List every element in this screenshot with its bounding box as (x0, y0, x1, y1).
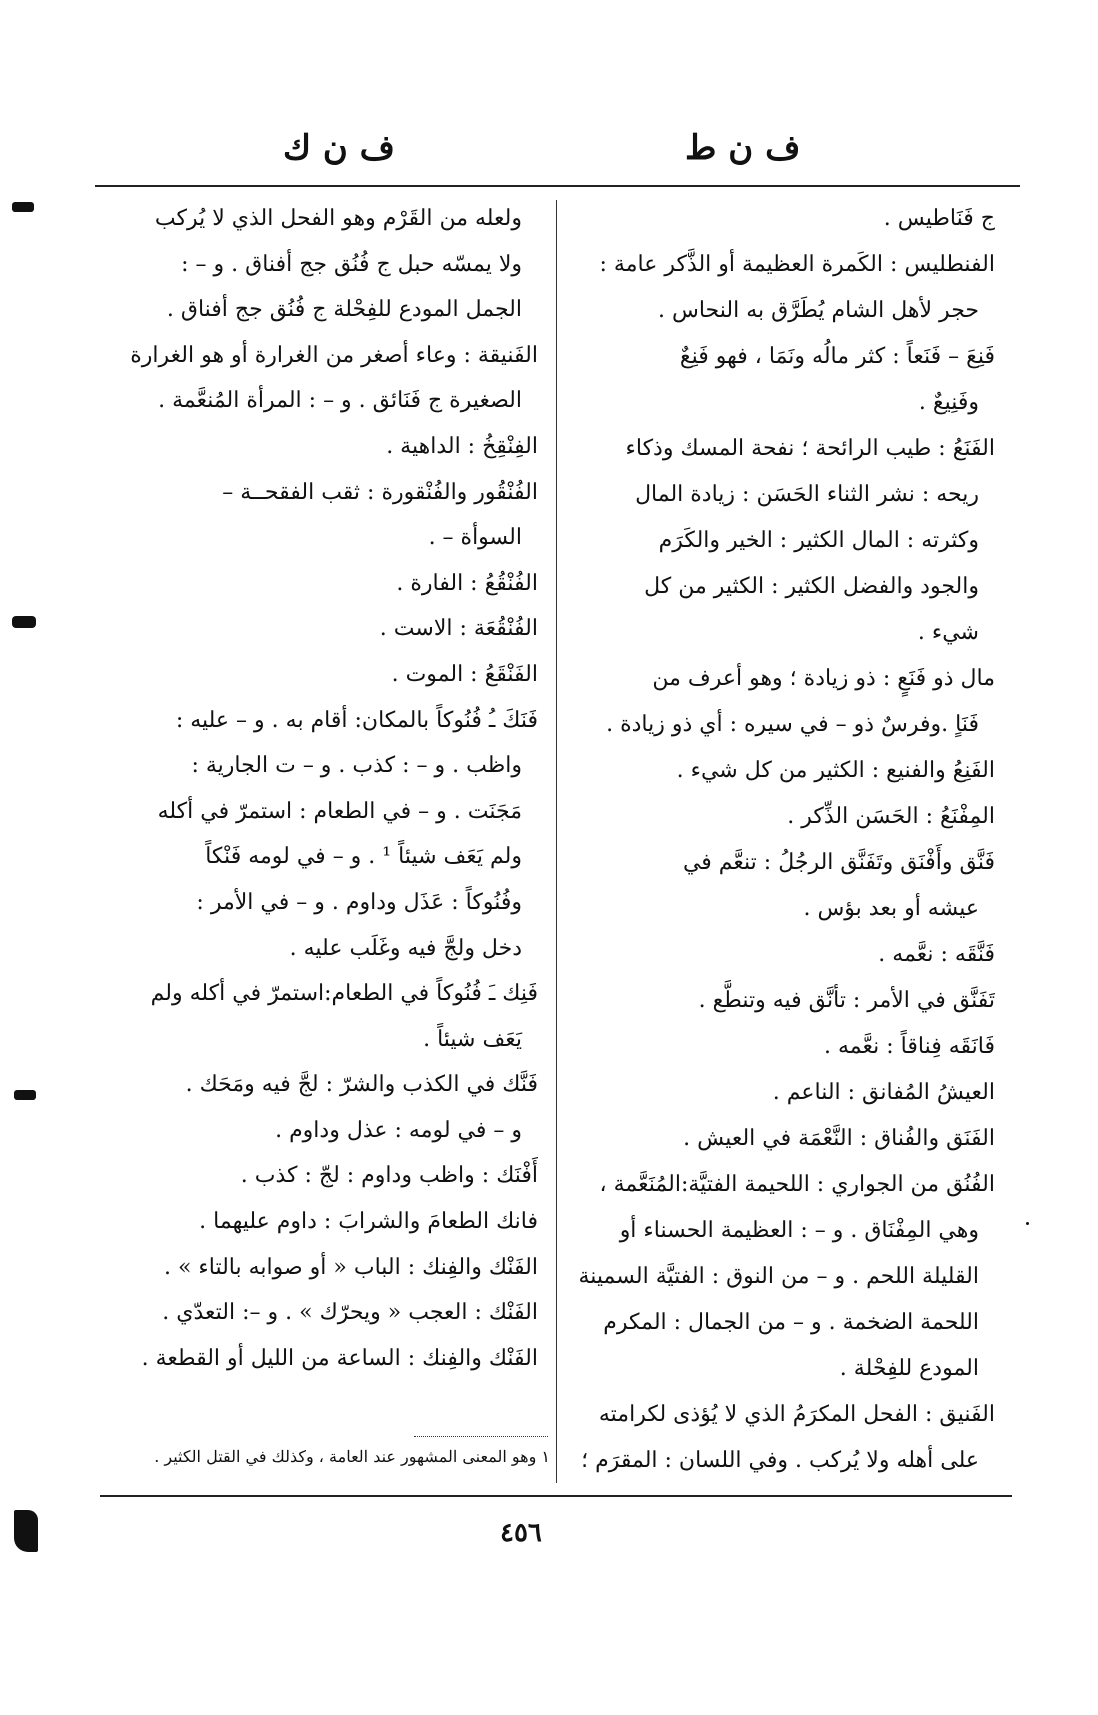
entry-line: القليلة اللحم . و – من النوق : الفتيَّة السمينة (578, 1264, 979, 1289)
column-divider (556, 200, 557, 1483)
entry-line: فانك الطعامَ والشرابَ : داوم عليهما . (199, 1209, 538, 1235)
entry-line: فَنَّك في الكذب والشرّ : لجَّ فيه ومَحَك . (185, 1072, 538, 1098)
entry-line: تَفَنَّق في الأمر : تأنَّق فيه وتنطَّع . (698, 988, 995, 1013)
entry-line: واظب . و – : كذب . و – ت الجارية : (191, 753, 522, 779)
entry-line: السوأة – . (428, 525, 522, 551)
entry-line: الفَنيقة : وعاء أصغر من الغرارة أو هو الغرارة (130, 342, 538, 368)
right-column (565, 196, 995, 1484)
scan-dot-mark (1026, 1222, 1029, 1225)
entry-line: المِفْنَعُ : الحَسَن الذِّكر . (787, 804, 995, 829)
entry-line: الفَنِعُ والفنيع : الكثير من كل شيء . (676, 758, 995, 783)
entry-line: دخل ولجَّ فيه وغَلَب عليه . (289, 935, 522, 961)
entry-line: مال ذو فَنَعٍ : ذو زيادة ؛ وهو أعرف من (652, 666, 995, 691)
header-root-left: ف ن ك (283, 128, 395, 168)
entry-line: على أهله ولا يُركب . وفي اللسان : المقرَم ؛ (581, 1448, 979, 1473)
entry-line: حجر لأهل الشام يُطَرَّق به النحاس . (658, 298, 979, 323)
entry-line: الفَنْك والفِنك : الساعة من الليل أو القطعة . (141, 1345, 538, 1371)
entry-line: الفَنَق والفُناق : النَّعْمَة في العيش . (683, 1126, 995, 1151)
entry-line: وهي المِفْنَاق . و – : العظيمة الحسناء أو (619, 1218, 979, 1243)
entry-line: فَنَاٍ .وفرسٌ ذو – في سيره : أي ذو زيادة . (606, 712, 979, 737)
entry-line: الفنطليس : الكَمرة العظيمة أو الذَّكر عامة : (599, 252, 995, 277)
entry-line: فَنِك ـَ فُنُوكاً في الطعام:استمرّ في أكله ولم (150, 981, 538, 1007)
entry-line: الفَنَعُ : طيب الرائحة ؛ نفحة المسك وذكاء (625, 436, 995, 461)
entry-line: الجمل المودع للفِحْلة ج فُنُق جج أفناق . (166, 297, 522, 323)
entry-line: الفَنْك : العجب « ويحرّك » . و –: التعدّي . (162, 1300, 538, 1326)
entry-line: شيء . (917, 620, 979, 645)
entry-line: الفُنْقُعَة : الاست . (379, 616, 538, 642)
entry-line: والجود والفضل الكثير : الكثير من كل (644, 574, 979, 599)
entry-line: وفُنُوكاً : عَذَل وداوم . و – في الأمر : (196, 889, 522, 915)
footnote-rule (414, 1436, 548, 1437)
footnote: ١ وهو المعنى المشهور عند العامة ، وكذلك في القتل الكثير . (154, 1447, 550, 1466)
entry-line: الفَنْك والفِنك : الباب « أو صوابه بالتاء » . (163, 1254, 538, 1280)
entry-line: الفِنْقِخُ : الداهية . (386, 433, 538, 459)
entry-line: يَعَف شيئاً . (423, 1026, 522, 1052)
entry-line: الفُنْقُعُ : الفارة . (396, 570, 538, 596)
left-column (90, 196, 538, 1381)
scan-edge-mark (12, 202, 34, 212)
entry-line: عيشه أو بعد بؤس . (803, 896, 979, 921)
entry-line: ولا يمسّه حبل ج فُنُق جج أفناق . و – : (181, 251, 522, 277)
entry-line: مَجَنَت . و – في الطعام : استمرّ في أكله (157, 798, 522, 824)
header-root-right: ف ن ط (685, 128, 801, 168)
entry-line: الفُنُق من الجواري : اللحيمة الفتيَّة:المُنَعَّمة ، (599, 1172, 995, 1197)
scan-edge-mark (14, 1510, 38, 1552)
entry-line: و – في لومه : عذل وداوم . (275, 1117, 522, 1143)
entry-line: فَنَكَ ـُ فُنُوكاً بالمكان: أقام به . و – عليه : (175, 707, 538, 733)
entry-line: أَفْنَك : واظب وداوم : لجّ : كذب . (240, 1163, 538, 1189)
entry-line: ولم يَعَف شيئاً ¹ . و – في لومه فَنْكاً (205, 844, 522, 870)
entry-line: الفُنْقُور والفُنْقورة : ثقب الفقحــة – (222, 479, 538, 505)
entry-line: اللحمة الضخمة . و – من الجمال : المكرم (603, 1310, 979, 1335)
entry-line: وكثرته : المال الكثير : الخير والكَرَم (658, 528, 979, 553)
entry-line: ولعله من القَرْم وهو الفحل الذي لا يُركب (154, 206, 522, 231)
entry-line: فَنِعَ – فَنَعاً : كثر مالُه ونَمَا ، فهو فَنِعٌ (679, 344, 995, 369)
entry-line: ج فَنَاطيس . (883, 206, 995, 231)
entry-line: ريحه : نشر الثناء الحَسَن : زيادة المال (635, 482, 979, 507)
footer-rule (100, 1495, 1012, 1497)
scan-edge-mark (12, 616, 36, 628)
header-rule (95, 185, 1020, 187)
entry-line: الصغيرة ج فَنَائق . و – : المرأة المُنعَّمة . (158, 388, 522, 414)
scan-edge-mark (14, 1090, 36, 1100)
entry-line: المودع للفِحْلة . (839, 1356, 979, 1381)
entry-line: وفَنِيعٌ . (918, 390, 979, 415)
entry-line: العيشُ المُفانق : الناعم . (772, 1080, 995, 1105)
page-number: ٤٥٦ (500, 1518, 542, 1548)
entry-line: فَنَّق وأَفْنَق وتَفَنَّق الرجُلُ : تنعَّم في (682, 850, 995, 875)
entry-line: فَنَّقَه : نعَّمه . (878, 942, 995, 967)
entry-line: فَانَقَه فِناقاً : نعَّمه . (824, 1034, 995, 1059)
entry-line: الفَنْقَعُ : الموت . (391, 661, 538, 687)
entry-line: الفَنيق : الفحل المكرَمُ الذي لا يُؤذى لكرامته (598, 1402, 995, 1427)
